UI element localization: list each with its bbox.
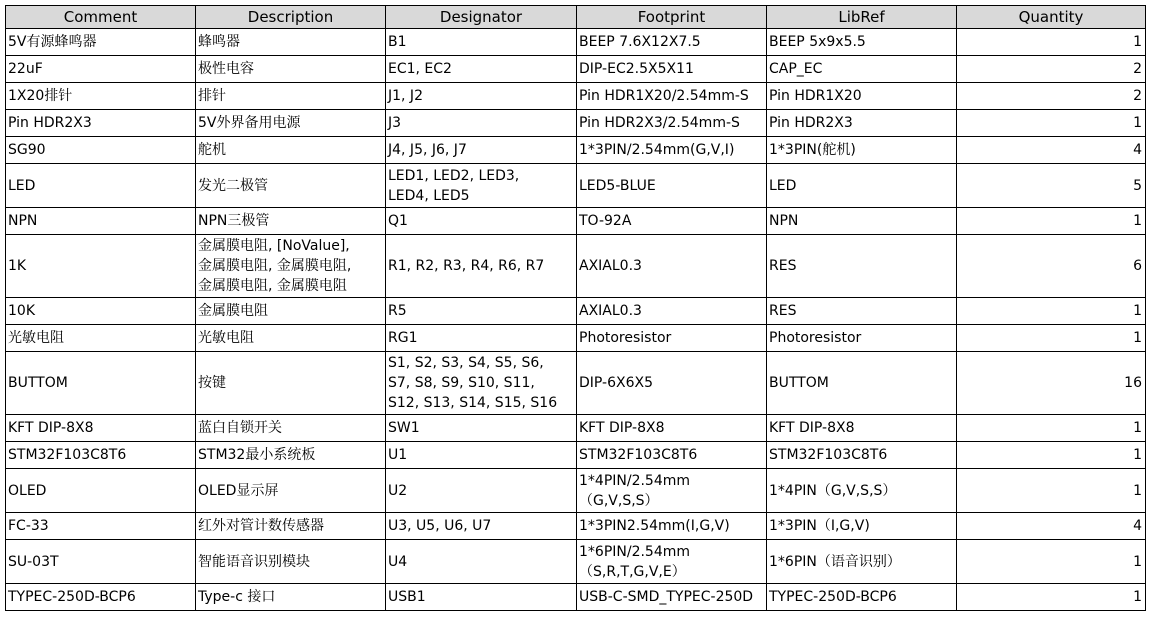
cell-description: 金属膜电阻, [NoValue], 金属膜电阻, 金属膜电阻, 金属膜电阻, 金属膜电阻 <box>196 235 386 298</box>
cell-comment: BUTTOM <box>6 352 196 415</box>
table-row <box>6 469 1146 513</box>
cell-comment: NPN <box>6 208 196 235</box>
header-description: Description <box>196 6 386 29</box>
cell-comment: 10K <box>6 298 196 325</box>
cell-footprint: DIP-6X6X5 <box>577 352 767 415</box>
cell-designator: Q1 <box>386 208 577 235</box>
table-row <box>6 110 1146 137</box>
cell-libref: 1*3PIN(舵机) <box>767 137 957 164</box>
cell-comment: TYPEC-250D-BCP6 <box>6 584 196 611</box>
cell-comment: 1X20排针 <box>6 83 196 110</box>
cell-quantity: 1 <box>957 415 1146 442</box>
cell-footprint: STM32F103C8T6 <box>577 442 767 469</box>
cell-footprint: BEEP 7.6X12X7.5 <box>577 29 767 56</box>
header-comment: Comment <box>6 6 196 29</box>
cell-comment: STM32F103C8T6 <box>6 442 196 469</box>
cell-description: STM32最小系统板 <box>196 442 386 469</box>
cell-libref: BUTTOM <box>767 352 957 415</box>
header-quantity: Quantity <box>957 6 1146 29</box>
cell-libref: KFT DIP-8X8 <box>767 415 957 442</box>
cell-libref: BEEP 5x9x5.5 <box>767 29 957 56</box>
header-designator: Designator <box>386 6 577 29</box>
cell-footprint: KFT DIP-8X8 <box>577 415 767 442</box>
header-footprint: Footprint <box>577 6 767 29</box>
table-row <box>6 56 1146 83</box>
cell-designator: LED1, LED2, LED3, LED4, LED5 <box>386 164 577 208</box>
cell-quantity: 1 <box>957 29 1146 56</box>
cell-description: 按键 <box>196 352 386 415</box>
table-row <box>6 164 1146 208</box>
table-row <box>6 208 1146 235</box>
cell-comment: 22uF <box>6 56 196 83</box>
table-row <box>6 29 1146 56</box>
table-row <box>6 352 1146 415</box>
cell-quantity: 1 <box>957 469 1146 513</box>
cell-comment: 5V有源蜂鸣器 <box>6 29 196 56</box>
cell-libref: NPN <box>767 208 957 235</box>
cell-libref: CAP_EC <box>767 56 957 83</box>
cell-quantity: 4 <box>957 513 1146 540</box>
table-row <box>6 442 1146 469</box>
cell-quantity: 1 <box>957 110 1146 137</box>
cell-quantity: 6 <box>957 235 1146 298</box>
cell-description: 排针 <box>196 83 386 110</box>
cell-libref: STM32F103C8T6 <box>767 442 957 469</box>
cell-description: 发光二极管 <box>196 164 386 208</box>
cell-description: 极性电容 <box>196 56 386 83</box>
cell-libref: LED <box>767 164 957 208</box>
cell-libref: 1*6PIN（语音识别） <box>767 540 957 584</box>
cell-libref: RES <box>767 298 957 325</box>
bom-table <box>5 5 1146 611</box>
cell-libref: TYPEC-250D-BCP6 <box>767 584 957 611</box>
table-row <box>6 298 1146 325</box>
cell-comment: LED <box>6 164 196 208</box>
cell-description: 智能语音识别模块 <box>196 540 386 584</box>
cell-quantity: 1 <box>957 540 1146 584</box>
cell-footprint: AXIAL0.3 <box>577 298 767 325</box>
cell-libref: 1*3PIN（I,G,V) <box>767 513 957 540</box>
cell-libref: RES <box>767 235 957 298</box>
cell-description: 蓝白自锁开关 <box>196 415 386 442</box>
cell-description: 红外对管计数传感器 <box>196 513 386 540</box>
cell-designator: U1 <box>386 442 577 469</box>
table-row <box>6 540 1146 584</box>
table-row <box>6 325 1146 352</box>
cell-description: 光敏电阻 <box>196 325 386 352</box>
cell-quantity: 2 <box>957 56 1146 83</box>
table-row <box>6 83 1146 110</box>
cell-description: 5V外界备用电源 <box>196 110 386 137</box>
table-row <box>6 415 1146 442</box>
cell-libref: 1*4PIN（G,V,S,S） <box>767 469 957 513</box>
cell-description: 蜂鸣器 <box>196 29 386 56</box>
cell-footprint: Pin HDR2X3/2.54mm-S <box>577 110 767 137</box>
cell-designator: U3, U5, U6, U7 <box>386 513 577 540</box>
cell-description: 舵机 <box>196 137 386 164</box>
header-libref: LibRef <box>767 6 957 29</box>
header-row <box>6 6 1146 29</box>
cell-comment: 1K <box>6 235 196 298</box>
cell-footprint: 1*6PIN/2.54mm （S,R,T,G,V,E） <box>577 540 767 584</box>
table-row <box>6 137 1146 164</box>
cell-quantity: 1 <box>957 584 1146 611</box>
cell-quantity: 5 <box>957 164 1146 208</box>
cell-footprint: 1*3PIN2.54mm(I,G,V) <box>577 513 767 540</box>
cell-designator: SW1 <box>386 415 577 442</box>
cell-libref: Pin HDR1X20 <box>767 83 957 110</box>
cell-designator: USB1 <box>386 584 577 611</box>
cell-quantity: 1 <box>957 298 1146 325</box>
cell-comment: KFT DIP-8X8 <box>6 415 196 442</box>
cell-comment: Pin HDR2X3 <box>6 110 196 137</box>
cell-quantity: 1 <box>957 442 1146 469</box>
cell-designator: R1, R2, R3, R4, R6, R7 <box>386 235 577 298</box>
cell-quantity: 2 <box>957 83 1146 110</box>
table-row <box>6 513 1146 540</box>
cell-comment: FC-33 <box>6 513 196 540</box>
cell-footprint: USB-C-SMD_TYPEC-250D <box>577 584 767 611</box>
cell-comment: 光敏电阻 <box>6 325 196 352</box>
cell-designator: S1, S2, S3, S4, S5, S6, S7, S8, S9, S10, S11, S12, S13, S14, S15, S16 <box>386 352 577 415</box>
cell-libref: Pin HDR2X3 <box>767 110 957 137</box>
cell-quantity: 1 <box>957 208 1146 235</box>
cell-libref: Photoresistor <box>767 325 957 352</box>
cell-footprint: AXIAL0.3 <box>577 235 767 298</box>
cell-footprint: 1*3PIN/2.54mm(G,V,I) <box>577 137 767 164</box>
cell-designator: U2 <box>386 469 577 513</box>
cell-designator: RG1 <box>386 325 577 352</box>
cell-designator: U4 <box>386 540 577 584</box>
cell-comment: SG90 <box>6 137 196 164</box>
cell-footprint: LED5-BLUE <box>577 164 767 208</box>
cell-description: OLED显示屏 <box>196 469 386 513</box>
cell-description: 金属膜电阻 <box>196 298 386 325</box>
cell-designator: EC1, EC2 <box>386 56 577 83</box>
cell-footprint: Pin HDR1X20/2.54mm-S <box>577 83 767 110</box>
cell-quantity: 4 <box>957 137 1146 164</box>
cell-quantity: 1 <box>957 325 1146 352</box>
table-row <box>6 235 1146 298</box>
table-row <box>6 584 1146 611</box>
cell-description: NPN三极管 <box>196 208 386 235</box>
cell-description: Type-c 接口 <box>196 584 386 611</box>
cell-footprint: DIP-EC2.5X5X11 <box>577 56 767 83</box>
cell-designator: J3 <box>386 110 577 137</box>
cell-designator: B1 <box>386 29 577 56</box>
cell-designator: J4, J5, J6, J7 <box>386 137 577 164</box>
cell-footprint: TO-92A <box>577 208 767 235</box>
cell-designator: J1, J2 <box>386 83 577 110</box>
cell-comment: SU-03T <box>6 540 196 584</box>
cell-footprint: 1*4PIN/2.54mm （G,V,S,S） <box>577 469 767 513</box>
cell-footprint: Photoresistor <box>577 325 767 352</box>
table-body <box>6 29 1146 611</box>
cell-quantity: 16 <box>957 352 1146 415</box>
cell-comment: OLED <box>6 469 196 513</box>
cell-designator: R5 <box>386 298 577 325</box>
